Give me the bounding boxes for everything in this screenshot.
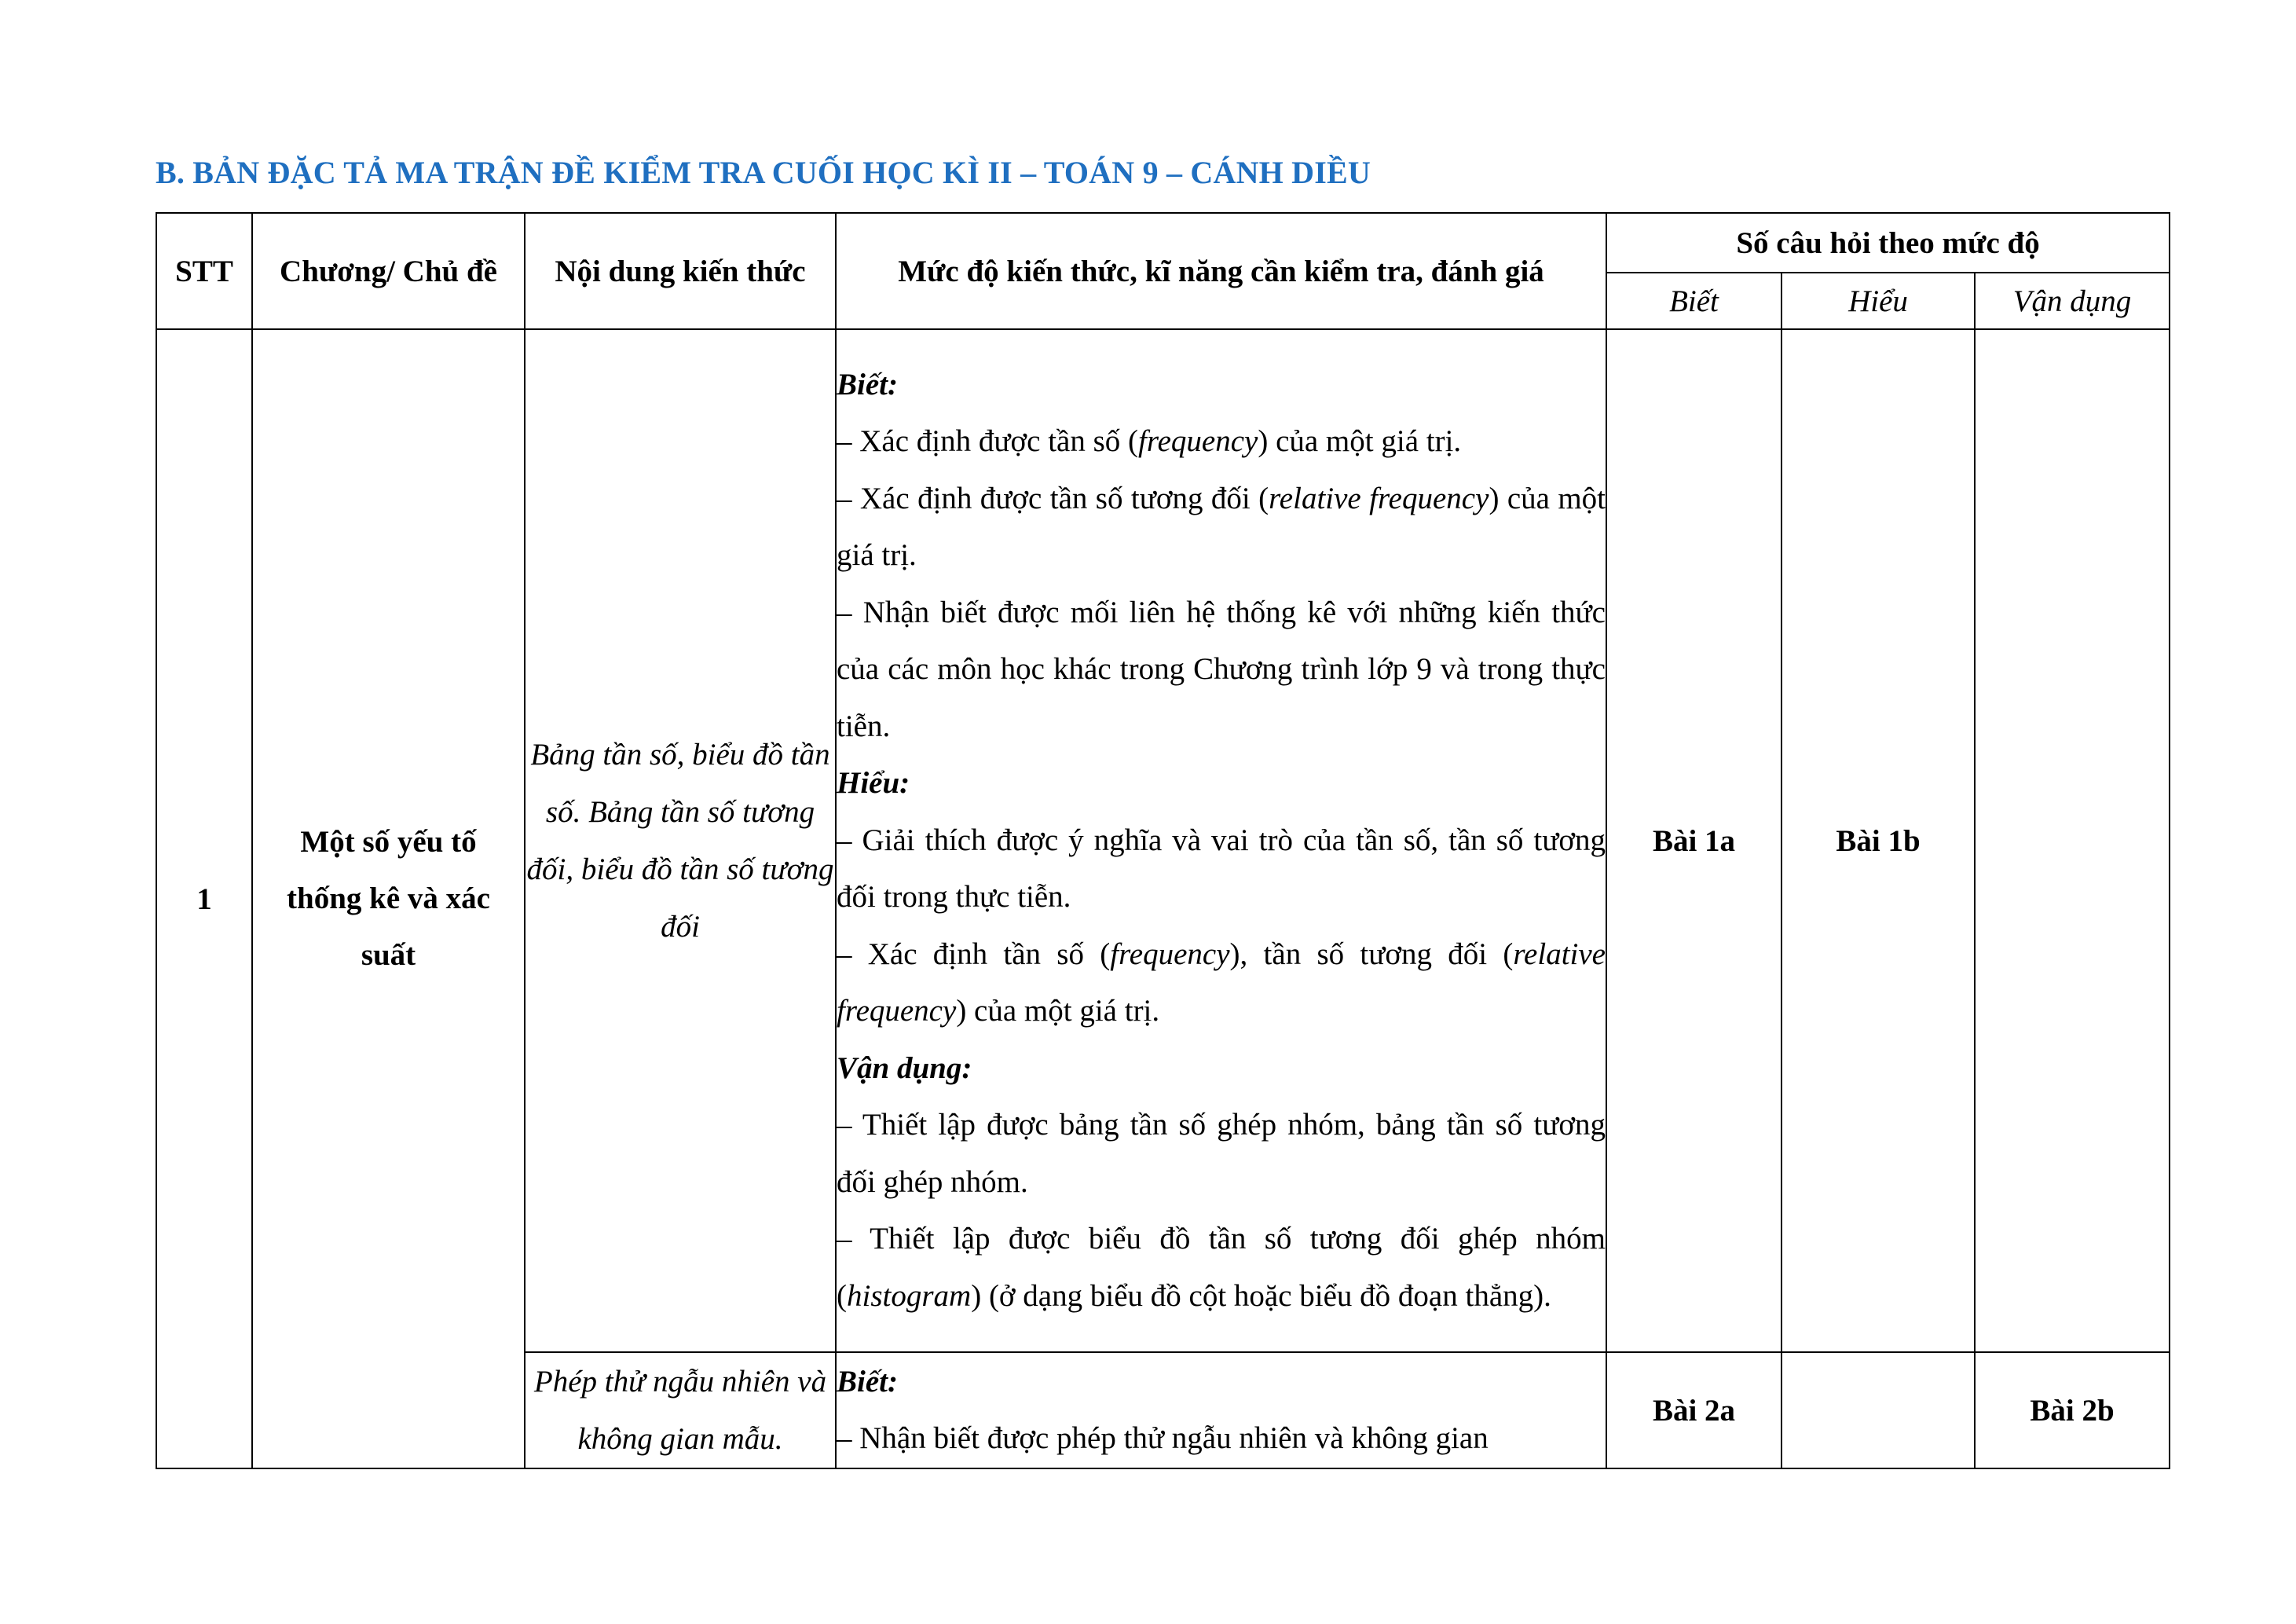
header-question-count: Số câu hỏi theo mức độ (1606, 213, 2170, 273)
table-row (156, 329, 2170, 1352)
header-level-description: Mức độ kiến thức, kĩ năng cần kiểm tra, đánh giá (836, 213, 1606, 329)
header-biet: Biết (1606, 273, 1782, 329)
description-line: – Nhận biết được phép thử ngẫu nhiên và không gian (837, 1421, 1489, 1455)
description-random-experiment (836, 1352, 1606, 1468)
header-hieu: Hiểu (1782, 273, 1975, 329)
level-van-dung-label: Vận dụng: (837, 1050, 972, 1085)
description-line: – Thiết lập được biểu đồ tần số tương đối ghép nhóm (histogram) (ở dạng biểu đồ cột hoặc biểu đồ đoạn thẳng). (837, 1222, 1606, 1313)
page-title: B. BẢN ĐẶC TẢ MA TRẬN ĐỀ KIỂM TRA CUỐI HỌC KÌ II – TOÁN 9 – CÁNH DIỀU (156, 155, 1371, 190)
level-biet-label: Biết: (837, 1364, 898, 1399)
level-hieu-label: Hiểu: (837, 766, 910, 801)
chapter-label: Một số yếu tố thống kê và xác suất (287, 825, 490, 972)
description-line: – Xác định được tần số (frequency) của một giá trị. (837, 424, 1462, 459)
row-stt: 1 (156, 329, 252, 1468)
question-hieu-2 (1782, 1352, 1975, 1468)
description-line: – Thiết lập được bảng tần số ghép nhóm, bảng tần số tương đối ghép nhóm. (837, 1108, 1606, 1199)
description-frequency (836, 329, 1606, 1352)
question-biet-2: Bài 2a (1606, 1352, 1782, 1468)
header-van-dung: Vận dụng (1975, 273, 2170, 329)
question-biet-1: Bài 1a (1606, 329, 1782, 1352)
row-chapter (252, 329, 525, 1468)
description-line: – Giải thích được ý nghĩa và vai trò của tần số, tần số tương đối trong thực tiễn. (837, 823, 1606, 915)
description-line: – Xác định tần số (frequency), tần số tương đối (relative frequency) của một giá trị. (837, 937, 1606, 1028)
content-random-experiment: Phép thử ngẫu nhiên và không gian mẫu. (525, 1352, 836, 1468)
header-stt: STT (156, 213, 252, 329)
description-line: – Xác định được tần số tương đối (relative frequency) của một giá trị. (837, 481, 1606, 573)
question-van-dung-2: Bài 2b (1975, 1352, 2170, 1468)
content-frequency: Bảng tần số, biểu đồ tần số. Bảng tần số tương đối, biểu đồ tần số tương đối (525, 329, 836, 1352)
specification-table (156, 212, 2170, 1469)
header-chapter: Chương/ Chủ đề (252, 213, 525, 329)
description-line: – Nhận biết được mối liên hệ thống kê với những kiến thức của các môn học khác trong Chương trình lớp 9 và trong thực tiễn. (837, 595, 1606, 743)
header-content: Nội dung kiến thức (525, 213, 836, 329)
question-van-dung-1 (1975, 329, 2170, 1352)
question-hieu-1: Bài 1b (1782, 329, 1975, 1352)
level-biet-label: Biết: (837, 367, 898, 401)
